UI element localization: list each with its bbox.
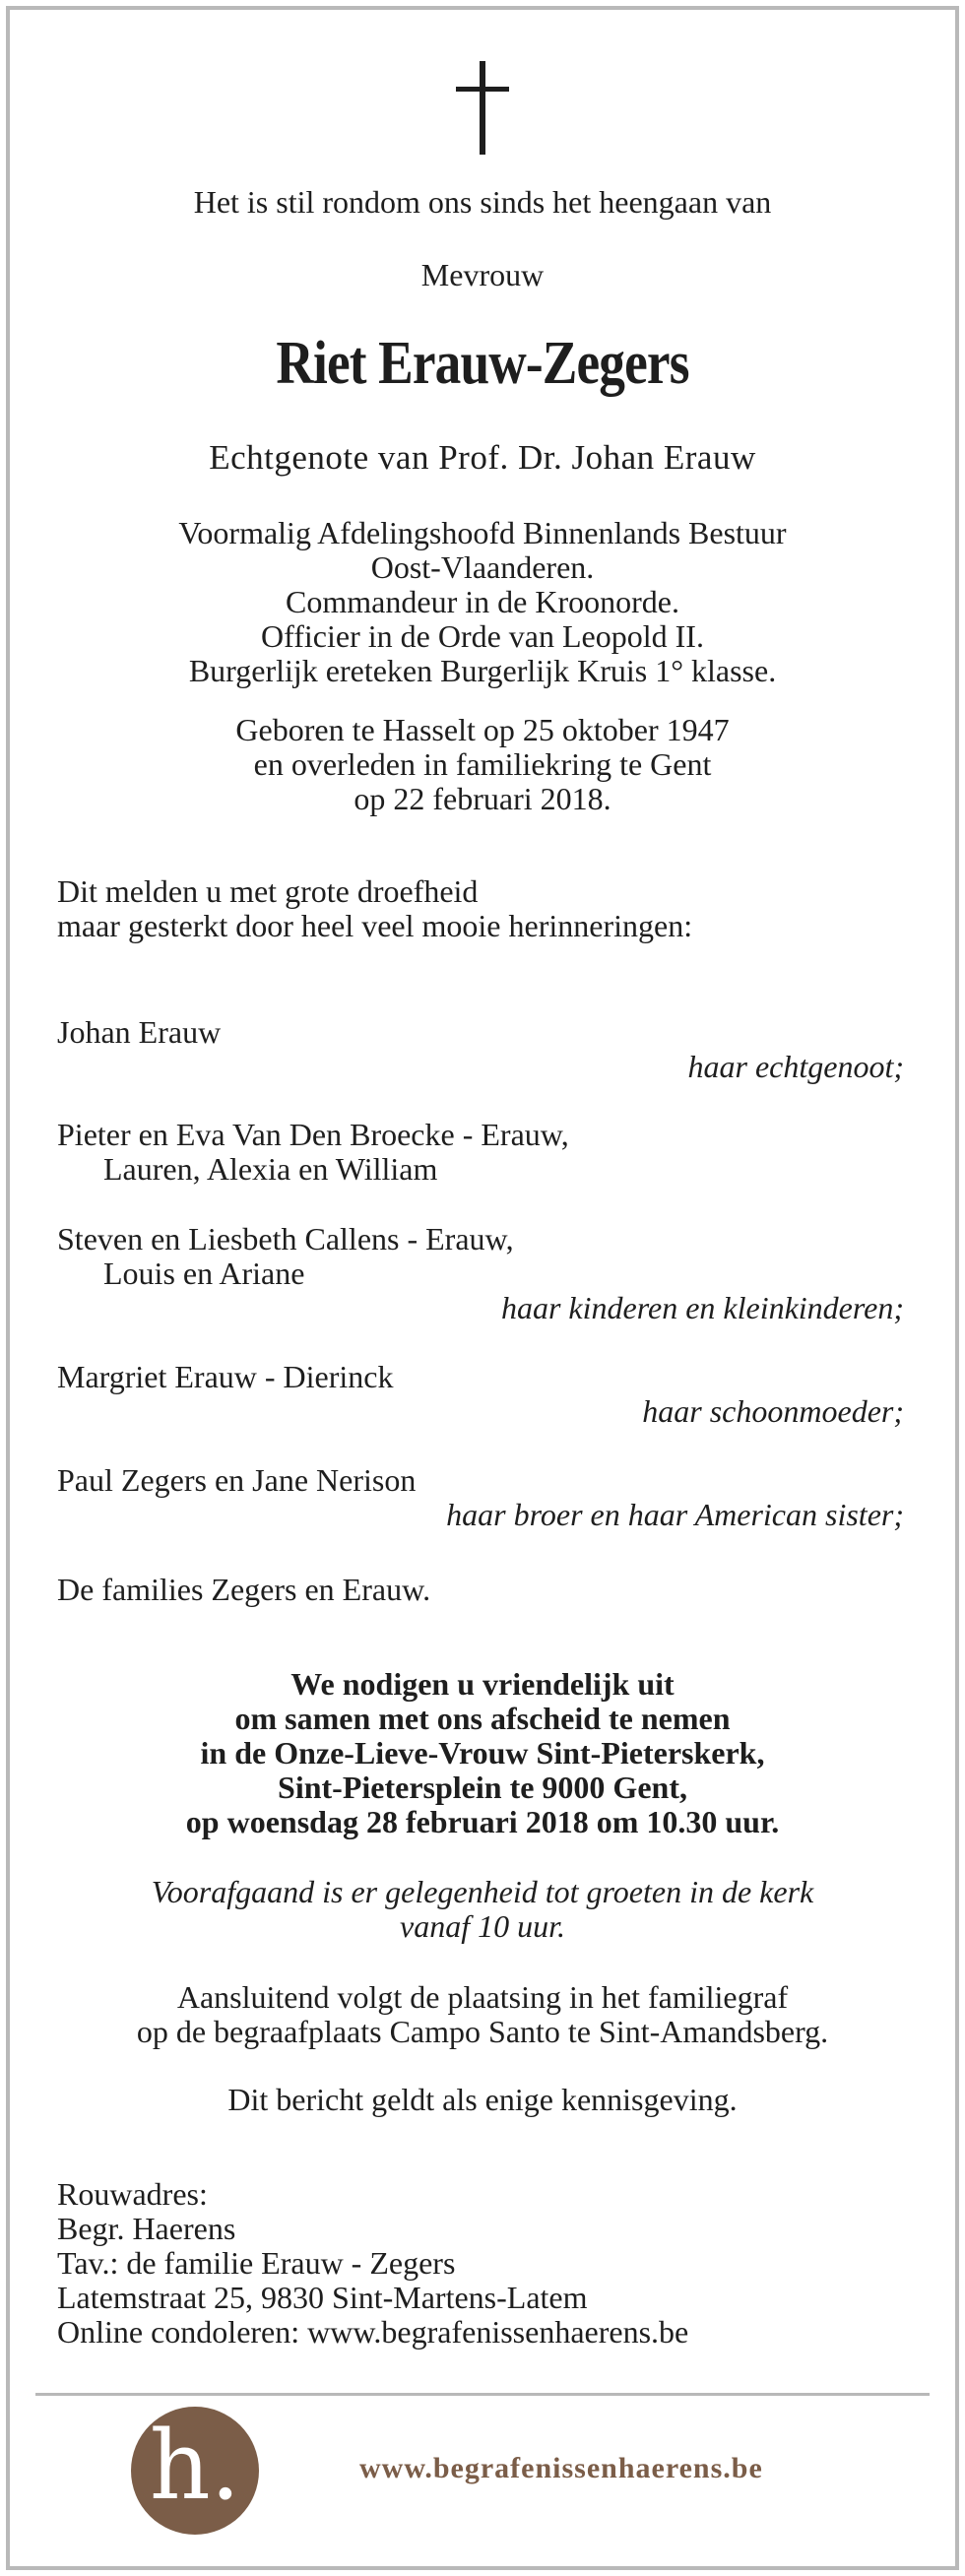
title-line: Voormalig Afdelingshoofd Binnenlands Bestuur xyxy=(178,515,787,550)
ceremony-line: om samen met ons afscheid te nemen xyxy=(234,1701,731,1736)
funeral-home-logo: h. xyxy=(131,2407,259,2535)
burial-line: op de begraafplaats Campo Santo te Sint-Amandsberg. xyxy=(136,2014,829,2049)
families-line: De families Zegers en Erauw. xyxy=(57,1572,431,1607)
birth-line: op 22 februari 2018. xyxy=(354,781,611,816)
address-line: Online condoleren: www.begrafenissenhaerens.be xyxy=(57,2314,689,2350)
cross-icon xyxy=(0,0,965,167)
birth-line: Geboren te Hasselt op 25 oktober 1947 xyxy=(235,712,730,747)
family-names: Steven en Liesbeth Callens - Erauw, xyxy=(57,1221,514,1256)
burial-block xyxy=(0,1980,965,2049)
ceremony-block xyxy=(0,1667,965,1839)
role-brother: haar broer en haar American sister; xyxy=(446,1497,904,1532)
ceremony-line: Sint-Pietersplein te 9000 Gent, xyxy=(278,1770,687,1805)
address-line: Begr. Haerens xyxy=(57,2211,236,2246)
ceremony-line: op woensdag 28 februari 2018 om 10.30 uur. xyxy=(185,1804,780,1839)
announcement-line: Dit melden u met grote droefheid xyxy=(57,873,479,909)
address-line: Latemstraat 25, 9830 Sint-Martens-Latem xyxy=(57,2280,588,2315)
family-margriet: Margriet Erauw - Dierinck xyxy=(57,1359,394,1394)
grandchildren-names: Louis en Ariane xyxy=(103,1256,305,1291)
family-names: Pieter en Eva Van Den Broecke - Erauw, xyxy=(57,1117,569,1152)
role-children: haar kinderen en kleinkinderen; xyxy=(500,1290,904,1325)
ceremony-line: in de Onze-Lieve-Vrouw Sint-Pieterskerk, xyxy=(200,1735,765,1771)
deceased-name: Riet Erauw-Zegers xyxy=(276,330,689,397)
address-line: Tav.: de familie Erauw - Zegers xyxy=(57,2245,456,2281)
birth-block xyxy=(0,713,965,816)
announcement-block xyxy=(57,874,692,943)
address-block xyxy=(57,2177,688,2350)
greeting-line: vanaf 10 uur. xyxy=(400,1908,565,1944)
greeting-block xyxy=(0,1875,965,1944)
title-line: Oost-Vlaanderen. xyxy=(370,549,595,585)
notice-text: Dit bericht geldt als enige kennisgeving. xyxy=(227,2082,738,2117)
intro-text: Het is stil rondom ons sinds het heengaan van xyxy=(193,184,772,220)
family-johan: Johan Erauw xyxy=(57,1014,222,1050)
family-steven xyxy=(57,1222,514,1291)
salutation: Mevrouw xyxy=(420,257,545,292)
address-line: Rouwadres: xyxy=(57,2176,208,2212)
family-pieter xyxy=(57,1118,569,1187)
title-line: Officier in de Orde van Leopold II. xyxy=(261,618,704,654)
role-spouse: haar echtgenoot; xyxy=(687,1049,904,1084)
titles-block xyxy=(0,516,965,688)
announcement-line: maar gesterkt door heel veel mooie herinneringen: xyxy=(57,908,693,943)
role-mother-in-law: haar schoonmoeder; xyxy=(642,1393,904,1429)
footer-divider xyxy=(35,2393,930,2396)
grandchildren-names: Lauren, Alexia en William xyxy=(103,1151,438,1187)
ceremony-line: We nodigen u vriendelijk uit xyxy=(290,1666,675,1702)
family-paul: Paul Zegers en Jane Nerison xyxy=(57,1462,417,1498)
burial-line: Aansluitend volgt de plaatsing in het familiegraf xyxy=(176,1979,789,2015)
title-line: Burgerlijk ereteken Burgerlijk Kruis 1° klasse. xyxy=(188,653,777,688)
greeting-line: Voorafgaand is er gelegenheid tot groeten in de kerk xyxy=(151,1874,814,1909)
spouse-line: Echtgenote van Prof. Dr. Johan Erauw xyxy=(209,438,756,477)
title-line: Commandeur in de Kroonorde. xyxy=(286,584,679,619)
birth-line: en overleden in familiekring te Gent xyxy=(253,746,712,782)
website-link[interactable]: www.begrafenissenhaerens.be xyxy=(359,2452,763,2484)
